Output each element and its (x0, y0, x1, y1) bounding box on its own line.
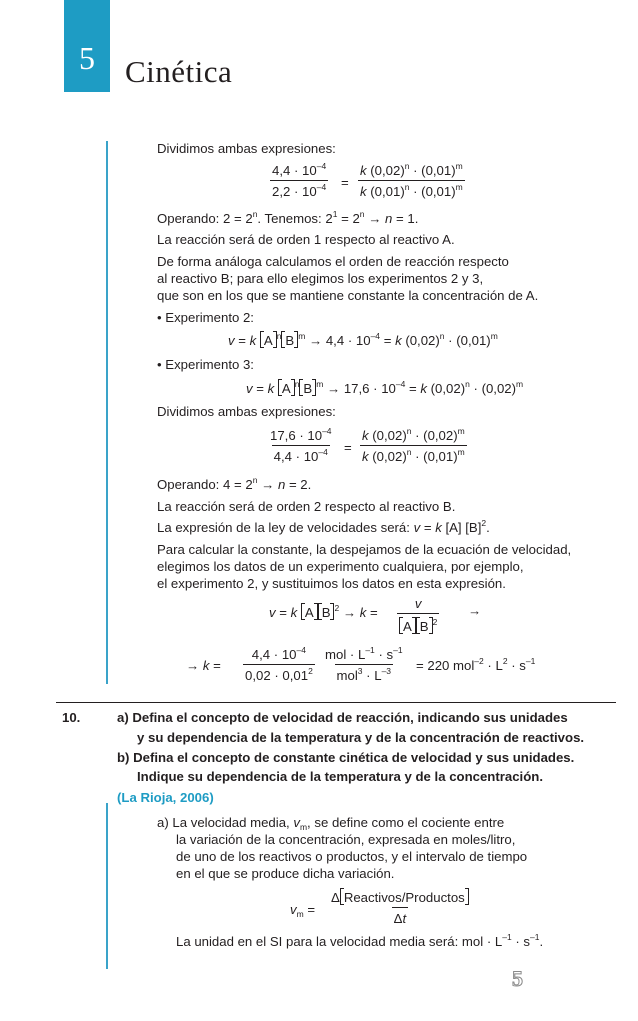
fraction-k: $\frac{v}{A B ^2}$ (397, 596, 439, 634)
text-line: Dividimos ambas expresiones: (157, 141, 336, 156)
fraction-value: $\frac{4,4 \cdot 10^{-4}}{0,02 \cdot 0,01^2}$ (245, 645, 313, 683)
text-line: al reactivo B; para ello elegimos los experimentos 2 y 3, (157, 271, 484, 286)
text-line: el experimento 2, y sustituimos los datos en esta expresión. (157, 576, 506, 591)
text-line: La reacción será de orden 2 respecto al reactivo B. (157, 499, 456, 514)
margin-rule (106, 141, 108, 684)
answer-line: La unidad en el SI para la velocidad media será: mol · $L^{-1} \cdot s^{-1}$. (176, 932, 544, 949)
answer-line: a) La velocidad media, $v_m$, se define como el cociente entre (157, 815, 505, 832)
chapter-number: 5 (79, 40, 95, 76)
fraction-right: $\frac{k (0,02)^n \cdot (0,01)^m}{k (0,01)^n \cdot (0,01)^m}$ (360, 161, 463, 199)
fraction-units: mol · $L^{-1} \cdot s^{-1}$ $mol^3 \cdot L^{-3}$ (325, 645, 403, 683)
question-b-line-2: Indique su dependencia de la temperatura y de la concentración. (137, 769, 543, 784)
chapter-tab (64, 0, 110, 92)
question-b-line-1: b) Defina el concepto de constante cinética de velocidad y sus unidades. (117, 750, 575, 765)
text-line: De forma análoga calculamos el orden de reacción respecto (157, 254, 509, 269)
question-a-line-2: y su dependencia de la temperatura y de la concentración de reactivos. (137, 730, 585, 745)
margin-rule (106, 803, 108, 969)
fraction-right: $\frac{k (0,02)^n \cdot (0,02)^m}{k (0,02)^n \cdot (0,01)^m}$ (362, 426, 465, 464)
chapter-title: Cinética (125, 54, 233, 89)
list-item: • Experimento 3: (157, 357, 254, 372)
text-line: Operando: $2 = 2^n$. Tenemos: $2^1 = 2^n \to n = 1$. (157, 209, 419, 226)
text-line: Operando: $4 = 2^n \to n = 2$. (157, 475, 312, 492)
fraction-left: $\frac{17,6 \cdot 10^{-4}}{4,4 \cdot 10^{-4}}$ (270, 426, 332, 464)
fraction-vm: Δ Reactivos/Productos Δt (329, 888, 471, 926)
text-line: Dividimos ambas expresiones: (157, 404, 336, 419)
equation-exp2: v = k A $^n$ B $^m \to 4,4 \cdot 10^{-4} = k$ $(0,02)^n \cdot (0,01)^m$ (228, 331, 498, 348)
list-item: • Experimento 2: (157, 310, 254, 325)
text-line: La reacción será de orden 1 respecto al reactivo A. (157, 232, 455, 247)
page-number: 5 (512, 966, 523, 991)
answer-line: de uno de los reactivos o productos, y el intervalo de tiempo (176, 849, 528, 864)
question-a-line-1: a) Defina el concepto de velocidad de reacción, indicando sus unidades (117, 710, 568, 725)
answer-line: en el que se produce dicha variación. (176, 866, 395, 881)
section-divider (56, 702, 616, 703)
question-source: (La Rioja, 2006) (117, 790, 214, 805)
answer-line: la variación de la concentración, expresada en moles/litro, (176, 832, 516, 847)
text-line: elegimos los datos de un experimento cualquiera, por ejemplo, (157, 559, 524, 574)
equation-exp3: v = k A $^n$ B $^m \to 17,6 \cdot 10^{-4} = k$ $(0,02)^n \cdot (0,02)^m$ (246, 379, 524, 396)
text-line: que son en los que se mantiene constante la concentración de A. (157, 288, 539, 303)
fraction-left: $\frac{4,4 \cdot 10^{-4}}{2,2 \cdot 10^{-4}}$ (272, 161, 327, 199)
text-line: La expresión de la ley de velocidades será: v = k [A] $[B]^2$. (157, 518, 490, 535)
question-number: 10. (62, 710, 81, 725)
text-line: Para calcular la constante, la despejamos de la ecuación de velocidad, (157, 542, 572, 557)
